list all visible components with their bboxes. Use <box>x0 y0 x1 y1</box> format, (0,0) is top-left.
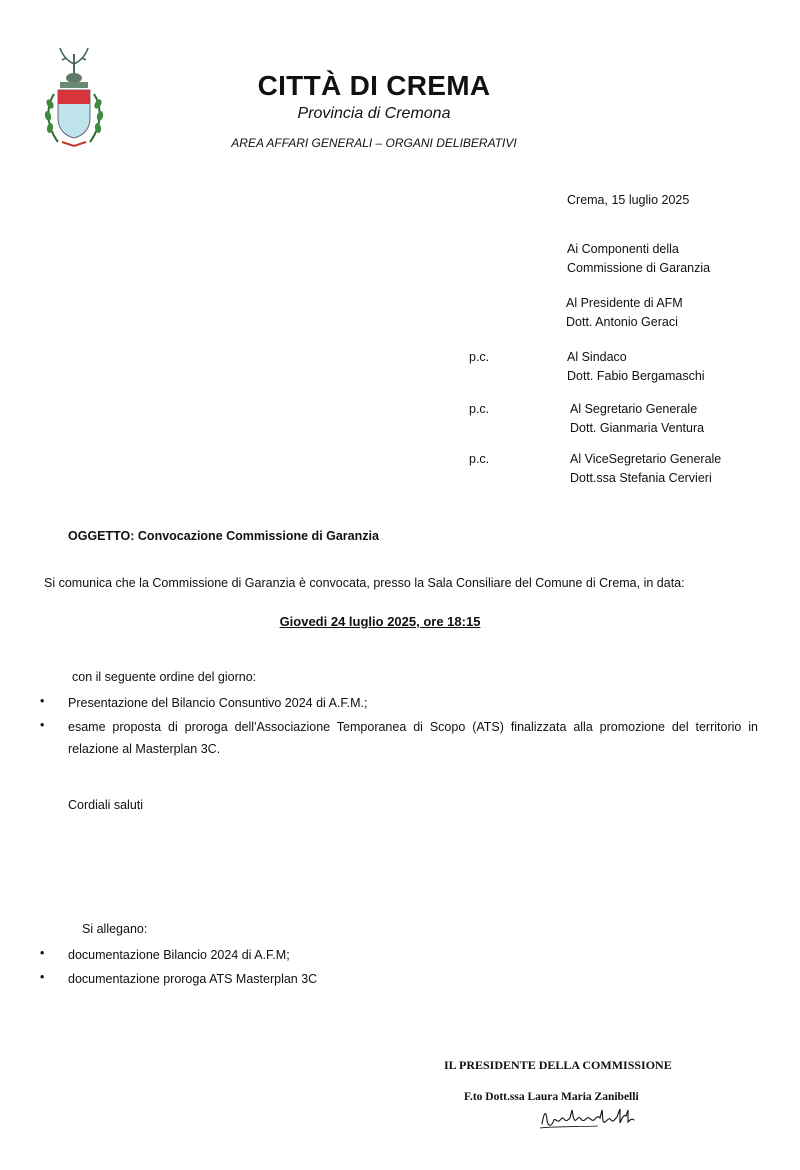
city-title: CITTÀ DI CREMA <box>257 70 491 101</box>
recipient-2 <box>566 294 683 332</box>
pc-label: p.c. <box>469 350 490 364</box>
meeting-date-text: Giovedi 24 luglio 2025, ore 18:15 <box>279 614 481 629</box>
agenda-item: Presentazione del Bilancio Consuntivo 2024 di A.F.M.; <box>68 696 368 710</box>
province-subtitle: Provincia di Cremona <box>297 105 451 122</box>
pc-label: p.c. <box>469 402 490 416</box>
signature-title: IL PRESIDENTE DELLA COMMISSIONE <box>444 1058 672 1072</box>
recipient-4 <box>570 400 704 438</box>
attachment-item: documentazione Bilancio 2024 di A.F.M; <box>68 948 290 962</box>
letter-date: Crema, 15 luglio 2025 <box>567 193 690 207</box>
recipient-3 <box>567 348 705 386</box>
recipient-line: Dott. Antonio Geraci <box>566 315 678 329</box>
recipient-line: Dott. Gianmaria Ventura <box>570 421 705 435</box>
recipient-line: Ai Componenti della <box>567 242 679 256</box>
bullet-marker: • <box>40 718 45 732</box>
bullet-marker: • <box>40 946 45 960</box>
recipient-1 <box>567 240 710 278</box>
agenda-item: esame proposta di proroga dell'Associazione Temporanea di Scopo (ATS) finalizzata alla promozione del territorio in relazione al Masterplan 3C. <box>68 720 758 756</box>
attachments-intro: Si allegano: <box>82 922 148 936</box>
letter-subject: OGGETTO: Convocazione Commissione di Garanzia <box>68 529 379 543</box>
recipient-line: Dott. Fabio Bergamaschi <box>567 369 705 383</box>
department-line: AREA AFFARI GENERALI – ORGANI DELIBERATIVI <box>231 136 517 150</box>
attachment-item: documentazione proroga ATS Masterplan 3C <box>68 972 318 986</box>
handwritten-signature-image <box>538 1106 642 1132</box>
recipient-line: Al Segretario Generale <box>570 402 698 416</box>
recipient-5 <box>570 450 721 488</box>
recipient-line: Commissione di Garanzia <box>567 261 711 275</box>
bullet-marker: • <box>40 970 45 984</box>
pc-label: p.c. <box>469 452 490 466</box>
recipient-line: Al Presidente di AFM <box>566 296 683 310</box>
signature-name: F.to Dott.ssa Laura Maria Zanibelli <box>464 1091 639 1103</box>
letter-body: Si comunica che la Commissione di Garanzia è convocata, presso la Sala Consiliare del Comune di Crema, in data: <box>44 576 685 590</box>
bullet-marker: • <box>40 694 45 708</box>
agenda-intro: con il seguente ordine del giorno: <box>72 670 257 684</box>
closing-greeting: Cordiali saluti <box>68 798 144 812</box>
recipient-line: Al Sindaco <box>567 350 627 364</box>
recipient-line: Dott.ssa Stefania Cervieri <box>570 471 712 485</box>
recipient-line: Al ViceSegretario Generale <box>570 452 722 466</box>
meeting-date <box>0 614 760 629</box>
